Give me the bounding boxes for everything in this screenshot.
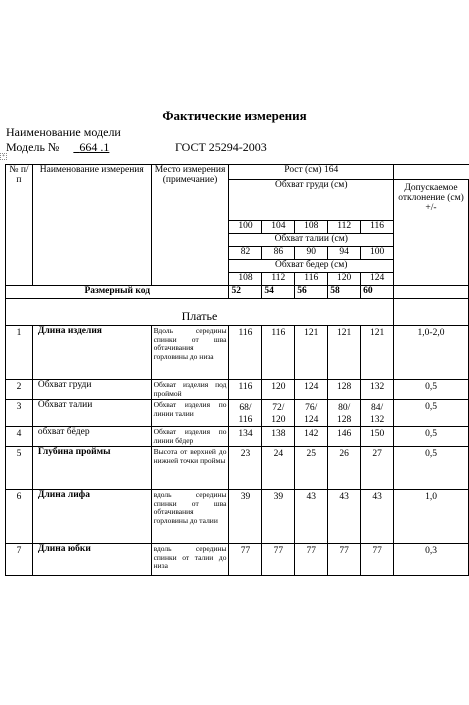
table-move-handle-icon[interactable]: +: [0, 153, 7, 160]
row-number: 1: [6, 326, 33, 380]
size-code: 54: [262, 286, 295, 299]
row-value: 146: [328, 427, 361, 447]
header-waist: Обхват талии (см): [229, 234, 394, 247]
table-row: [6, 326, 469, 380]
row-name: Обхват талии: [32, 400, 151, 427]
section-title: Платье: [6, 299, 394, 326]
header-name: Наименование измерения: [32, 165, 151, 286]
size-code: 52: [229, 286, 262, 299]
model-line: [6, 140, 267, 155]
header-place: Место измерения (примечание): [151, 165, 229, 286]
row-value: 128: [328, 380, 361, 400]
model-name-label: Наименование модели: [6, 125, 121, 139]
document-title: Фактические измерения: [162, 108, 307, 123]
row-value: 132: [361, 380, 394, 400]
row-number: 4: [6, 427, 33, 447]
row-number: 2: [6, 380, 33, 400]
row-tolerance: 1,0: [394, 490, 469, 544]
hip-size: 116: [295, 273, 328, 286]
row-value: 77: [295, 544, 328, 576]
row-value: 121: [295, 326, 328, 380]
row-value: 39: [262, 490, 295, 544]
row-value: 116: [262, 326, 295, 380]
row-value: 121: [328, 326, 361, 380]
row-tolerance: 0,5: [394, 427, 469, 447]
row-name: Обхват груди: [32, 380, 151, 400]
header-hips: Обхват бедер (см): [229, 260, 394, 273]
table-row: [6, 490, 469, 544]
table-row: [6, 447, 469, 490]
row-name: Длина изделия: [32, 326, 151, 380]
waist-size: 94: [328, 247, 361, 260]
row-name: Длина юбки: [32, 544, 151, 576]
row-value: 134: [229, 427, 262, 447]
row-value: 23: [229, 447, 262, 490]
row-number: 6: [6, 490, 33, 544]
row-number: 5: [6, 447, 33, 490]
row-value: 116: [229, 326, 262, 380]
hip-size: 120: [328, 273, 361, 286]
row-value: 27: [361, 447, 394, 490]
row-value: 84/ 132: [361, 400, 394, 427]
row-name: обхват бёдер: [32, 427, 151, 447]
model-number: 664 .1: [79, 140, 110, 154]
size-code: 58: [328, 286, 361, 299]
row-name: Длина лифа: [32, 490, 151, 544]
row-number: 7: [6, 544, 33, 576]
row-value: 68/ 116: [229, 400, 262, 427]
chest-size: 104: [262, 221, 295, 234]
chest-size: 108: [295, 221, 328, 234]
table-row: [6, 427, 469, 447]
row-value: 77: [262, 544, 295, 576]
row-tolerance: 0,5: [394, 447, 469, 490]
row-value: 116: [229, 380, 262, 400]
row-value: 121: [361, 326, 394, 380]
row-value: 76/ 124: [295, 400, 328, 427]
row-value: 77: [361, 544, 394, 576]
row-value: 120: [262, 380, 295, 400]
model-label: Модель №: [6, 140, 60, 154]
table-row: [6, 544, 469, 576]
size-code: 56: [295, 286, 328, 299]
row-note: Вдоль середины спинки от шва обтачивания горловины до низа: [151, 326, 229, 380]
row-tolerance: 0,3: [394, 544, 469, 576]
row-value: 142: [295, 427, 328, 447]
size-code-label: Размерный код: [6, 286, 229, 299]
header-tolerance: Допускаемое отклонение (см) +/-: [394, 180, 469, 286]
gost-standard: ГОСТ 25294-2003: [175, 140, 267, 154]
row-number: 3: [6, 400, 33, 427]
row-value: 124: [295, 380, 328, 400]
row-note: Обхват изделия под проймой: [151, 380, 229, 400]
row-note: Высота от верхней до нижней точки проймы: [151, 447, 229, 490]
row-value: 43: [295, 490, 328, 544]
hip-size: 108: [229, 273, 262, 286]
table-row: [6, 400, 469, 427]
row-tolerance: 1,0-2,0: [394, 326, 469, 380]
size-code: 60: [361, 286, 394, 299]
hip-size: 112: [262, 273, 295, 286]
row-value: 24: [262, 447, 295, 490]
row-value: 25: [295, 447, 328, 490]
row-value: 43: [361, 490, 394, 544]
hip-size: 124: [361, 273, 394, 286]
table-row: [6, 380, 469, 400]
row-note: вдоль середины спинки от шва обтачивания горловины до талии: [151, 490, 229, 544]
waist-size: 82: [229, 247, 262, 260]
header-chest: Обхват груди (см): [229, 180, 394, 221]
chest-size: 112: [328, 221, 361, 234]
header-num: № п/п: [6, 165, 33, 286]
row-tolerance: 0,5: [394, 400, 469, 427]
row-value: 80/ 128: [328, 400, 361, 427]
row-note: Обхват изделия по линии бёдер: [151, 427, 229, 447]
row-note: Обхват изделия по линии талии: [151, 400, 229, 427]
row-value: 26: [328, 447, 361, 490]
waist-size: 90: [295, 247, 328, 260]
header-height: Рост (см) 164: [229, 165, 394, 180]
row-value: 43: [328, 490, 361, 544]
row-value: 77: [229, 544, 262, 576]
chest-size: 100: [229, 221, 262, 234]
row-tolerance: 0,5: [394, 380, 469, 400]
row-note: вдоль середины спинки от талии до низа: [151, 544, 229, 576]
row-value: 72/ 120: [262, 400, 295, 427]
row-value: 138: [262, 427, 295, 447]
measurements-table: [5, 164, 469, 576]
chest-size: 116: [361, 221, 394, 234]
waist-size: 86: [262, 247, 295, 260]
row-name: Глубина проймы: [32, 447, 151, 490]
row-value: 39: [229, 490, 262, 544]
row-value: 150: [361, 427, 394, 447]
row-value: 77: [328, 544, 361, 576]
waist-size: 100: [361, 247, 394, 260]
